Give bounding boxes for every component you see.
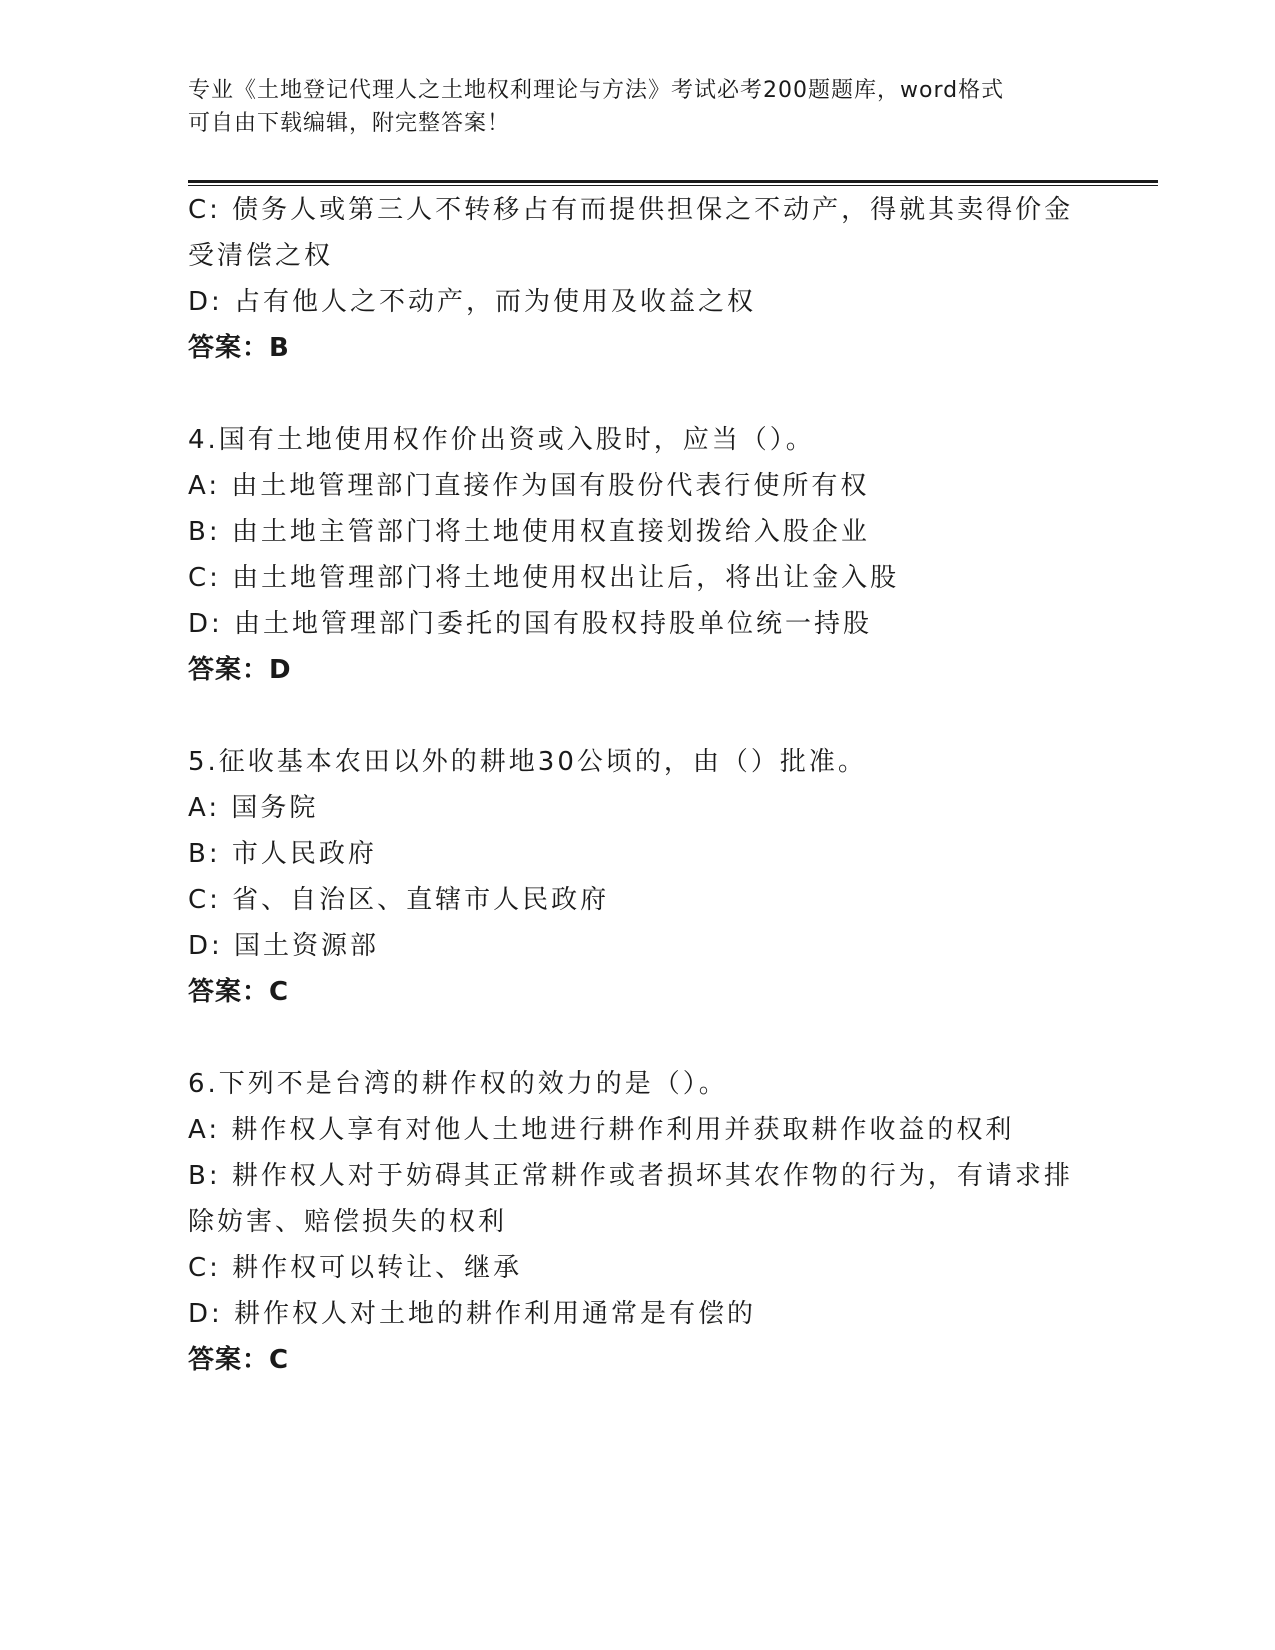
question-stem: 5.征收基本农田以外的耕地30公顷的，由（）批准。 <box>188 747 867 777</box>
option-a: A: 国务院 <box>188 793 319 823</box>
spacer <box>188 371 1088 417</box>
document-header <box>188 74 1088 140</box>
spacer <box>188 1015 1088 1061</box>
question-list <box>188 187 1088 1383</box>
option-c: C: 由土地管理部门将土地使用权出让后，将出让金入股 <box>188 563 900 593</box>
answer: 答案：B <box>188 333 290 363</box>
option-c-line-1: C: 债务人或第三人不转移占有而提供担保之不动产，得就其卖得价金 <box>188 195 1074 225</box>
option-a: A: 耕作权人享有对他人土地进行耕作利用并获取耕作收益的权利 <box>188 1115 1015 1145</box>
option-c: C: 耕作权可以转让、继承 <box>188 1253 523 1283</box>
answer: 答案：C <box>188 1345 290 1375</box>
option-a: A: 由土地管理部门直接作为国有股份代表行使所有权 <box>188 471 870 501</box>
option-d: D: 由土地管理部门委托的国有股权持股单位统一持股 <box>188 609 873 639</box>
option-d: D: 耕作权人对土地的耕作利用通常是有偿的 <box>188 1299 757 1329</box>
question-stem: 4.国有土地使用权作价出资或入股时，应当（）。 <box>188 425 815 455</box>
question-6 <box>188 1061 1088 1383</box>
option-c: C: 省、自治区、直辖市人民政府 <box>188 885 610 915</box>
question-3-tail <box>188 187 1088 371</box>
answer: 答案：C <box>188 977 290 1007</box>
option-c-line-2: 受清偿之权 <box>188 241 334 271</box>
option-b: B: 市人民政府 <box>188 839 377 869</box>
question-4 <box>188 417 1088 693</box>
question-5 <box>188 739 1088 1015</box>
header-line-2: 可自由下载编辑，附完整答案！ <box>188 111 511 136</box>
header-divider-thick <box>188 180 1158 183</box>
option-b-line-2: 除妨害、赔偿损失的权利 <box>188 1207 508 1237</box>
spacer <box>188 693 1088 739</box>
header-divider-thin <box>188 185 1158 186</box>
header-line-1: 专业《土地登记代理人之土地权利理论与方法》考试必考200题题库，word格式 <box>188 78 1005 103</box>
option-d: D: 国土资源部 <box>188 931 380 961</box>
question-stem: 6.下列不是台湾的耕作权的效力的是（）。 <box>188 1069 728 1099</box>
option-b-line-1: B: 耕作权人对于妨碍其正常耕作或者损坏其农作物的行为，有请求排 <box>188 1161 1073 1191</box>
option-d: D: 占有他人之不动产，而为使用及收益之权 <box>188 287 757 317</box>
answer: 答案：D <box>188 655 292 685</box>
option-b: B: 由土地主管部门将土地使用权直接划拨给入股企业 <box>188 517 870 547</box>
